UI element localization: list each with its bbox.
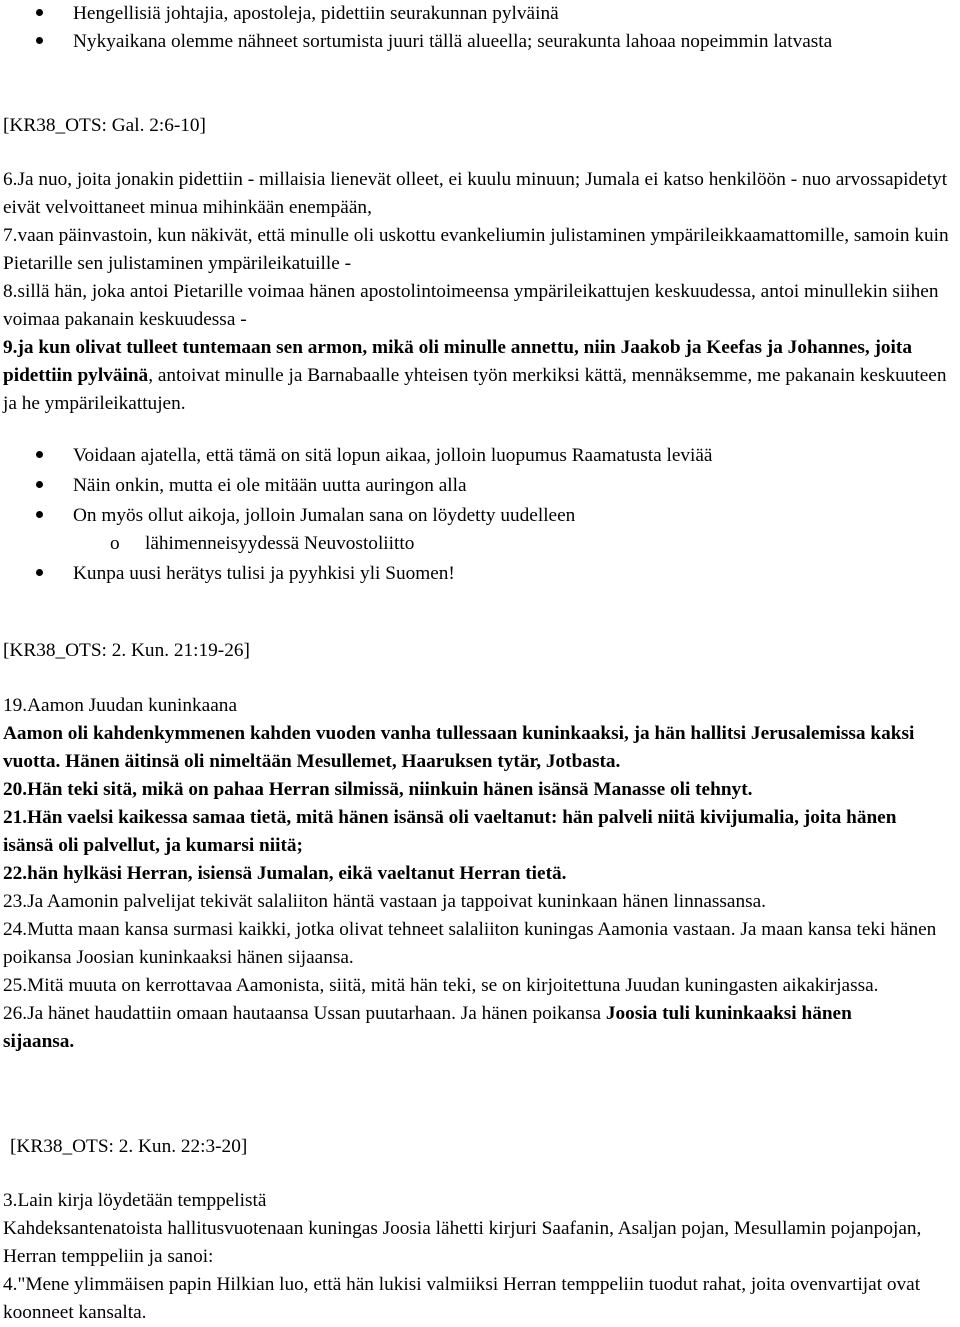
verse: 20.Hän teki sitä, mikä on pahaa Herran silmissä, niinkuin hänen isänsä Manasse oli tehnyt.: [3, 779, 753, 800]
bullet-icon: [36, 442, 43, 470]
verse: 26.Ja hänet haudattiin omaan hautaansa Ussan puutarhaan. Ja hänen poikansa Joosia tuli kuninkaaksi hänen sijaansa.: [3, 1003, 852, 1052]
verse-text: , antoivat minulle ja Barnabaalle yhteisen työn merkiksi kättä, mennäksemme, me pakanain keskuuteen ja he ympärileikattujen.: [3, 365, 947, 414]
verse: 4."Mene ylimmäisen papin Hilkian luo, että hän lukisi valmiiksi Herran temppeliin tuodut rahat, joita ovenvartijat ovat koonneet kansalta.: [3, 1274, 921, 1323]
verse: 22.hän hylkäsi Herran, isiensä Jumalan, eikä vaeltanut Herran tietä.: [3, 863, 567, 884]
verse: 7.vaan päinvastoin, kun näkivät, että minulle oli uskottu evankeliumin julistaminen ympärileikkaamattomille, samoin kuin Pietarille sen julistaminen ympärileikatuille -: [3, 225, 949, 274]
scripture-reference: [KR38_OTS: Gal. 2:6-10]: [3, 115, 206, 136]
verse: 8.sillä hän, joka antoi Pietarille voimaa hänen apostolintoimeensa ympärileikattujen keskuudessa, antoi minullekin siihen voimaa pakanain keskuudessa -: [3, 281, 939, 330]
list-item: Voidaan ajatella, että tämä on sitä lopun aikaa, jolloin luopumus Raamatusta leviää: [0, 442, 960, 470]
passage-2-kings-22: [0, 1187, 960, 1327]
verse: [0, 334, 960, 418]
section-heading: 19.Aamon Juudan kuninkaana: [3, 695, 238, 716]
verse-bold-text: 9.ja kun olivat tulleet tuntemaan sen armon, mikä oli minulle annettu, niin Jaakob ja Keefas ja Johannes, joita pidettiin pylväinä: [3, 337, 912, 386]
passage-2-kings-21: [0, 692, 960, 1056]
scripture-reference: [KR38_OTS: 2. Kun. 22:3-20]: [10, 1136, 248, 1157]
sub-bullet-marker: o: [110, 533, 120, 554]
list-item: Näin onkin, mutta ei ole mitään uutta auringon alla: [0, 472, 960, 500]
verse: 21.Hän vaelsi kaikessa samaa tietä, mitä hänen isänsä oli vaeltanut: hän palveli niitä kivijumalia, joita hänen isänsä oli palvellut, ja kumarsi niitä;: [3, 807, 897, 856]
bullet-list-1: [0, 0, 960, 56]
list-item: Kunpa uusi herätys tulisi ja pyyhkisi yli Suomen!: [0, 560, 960, 588]
scripture-reference: [KR38_OTS: 2. Kun. 21:19-26]: [3, 640, 250, 661]
bullet-icon: [36, 28, 43, 56]
bullet-icon: [36, 560, 43, 588]
bullet-icon: [36, 502, 43, 530]
bullet-list-2: [0, 442, 960, 588]
list-item: Nykyaikana olemme nähneet sortumista juuri tällä alueella; seurakunta lahoaa nopeimmin latvasta: [0, 28, 960, 56]
passage-galatians: [0, 166, 960, 418]
section-heading: 3.Lain kirja löydetään temppelistä: [3, 1190, 267, 1211]
list-item: On myös ollut aikoja, jolloin Jumalan sana on löydetty uudelleen: [0, 502, 960, 530]
verse: Aamon oli kahdenkymmenen kahden vuoden vanha tullessaan kuninkaaksi, ja hän hallitsi Jerusalemissa kaksi vuotta. Hänen äitinsä oli nimeltään Mesullemet, Haaruksen tytär, Jotbasta.: [3, 723, 915, 772]
bullet-icon: [36, 0, 43, 28]
verse: Kahdeksantenatoista hallitusvuotenaan kuningas Joosia lähetti kirjuri Saafanin, Asaljan pojan, Mesullamin pojanpojan, Herran temppeliin ja sanoi:: [3, 1218, 922, 1267]
verse: 6.Ja nuo, joita jonakin pidettiin - millaisia lienevät olleet, ei kuulu minuun; Jumala ei katso henkilöön - nuo arvossapidetyt eivät velvoittaneet minua mihinkään enempään,: [3, 169, 948, 218]
sub-list-item: o lähimenneisyydessä Neuvostoliitto: [0, 530, 960, 558]
bullet-icon: [36, 472, 43, 500]
verse: 23.Ja Aamonin palvelijat tekivät salaliiton häntä vastaan ja tappoivat kuninkaan hänen linnassansa.: [3, 891, 767, 912]
verse: 25.Mitä muuta on kerrottavaa Aamonista, siitä, mitä hän teki, se on kirjoitettuna Juudan kuningasten aikakirjassa.: [3, 975, 879, 996]
verse: 24.Mutta maan kansa surmasi kaikki, jotka olivat tehneet salaliiton kuningas Aamonia vastaan. Ja maan kansa teki hänen poikansa Joosian kuninkaaksi hänen sijaansa.: [3, 919, 937, 968]
list-item: Hengellisiä johtajia, apostoleja, pidettiin seurakunnan pylväinä: [0, 0, 960, 28]
